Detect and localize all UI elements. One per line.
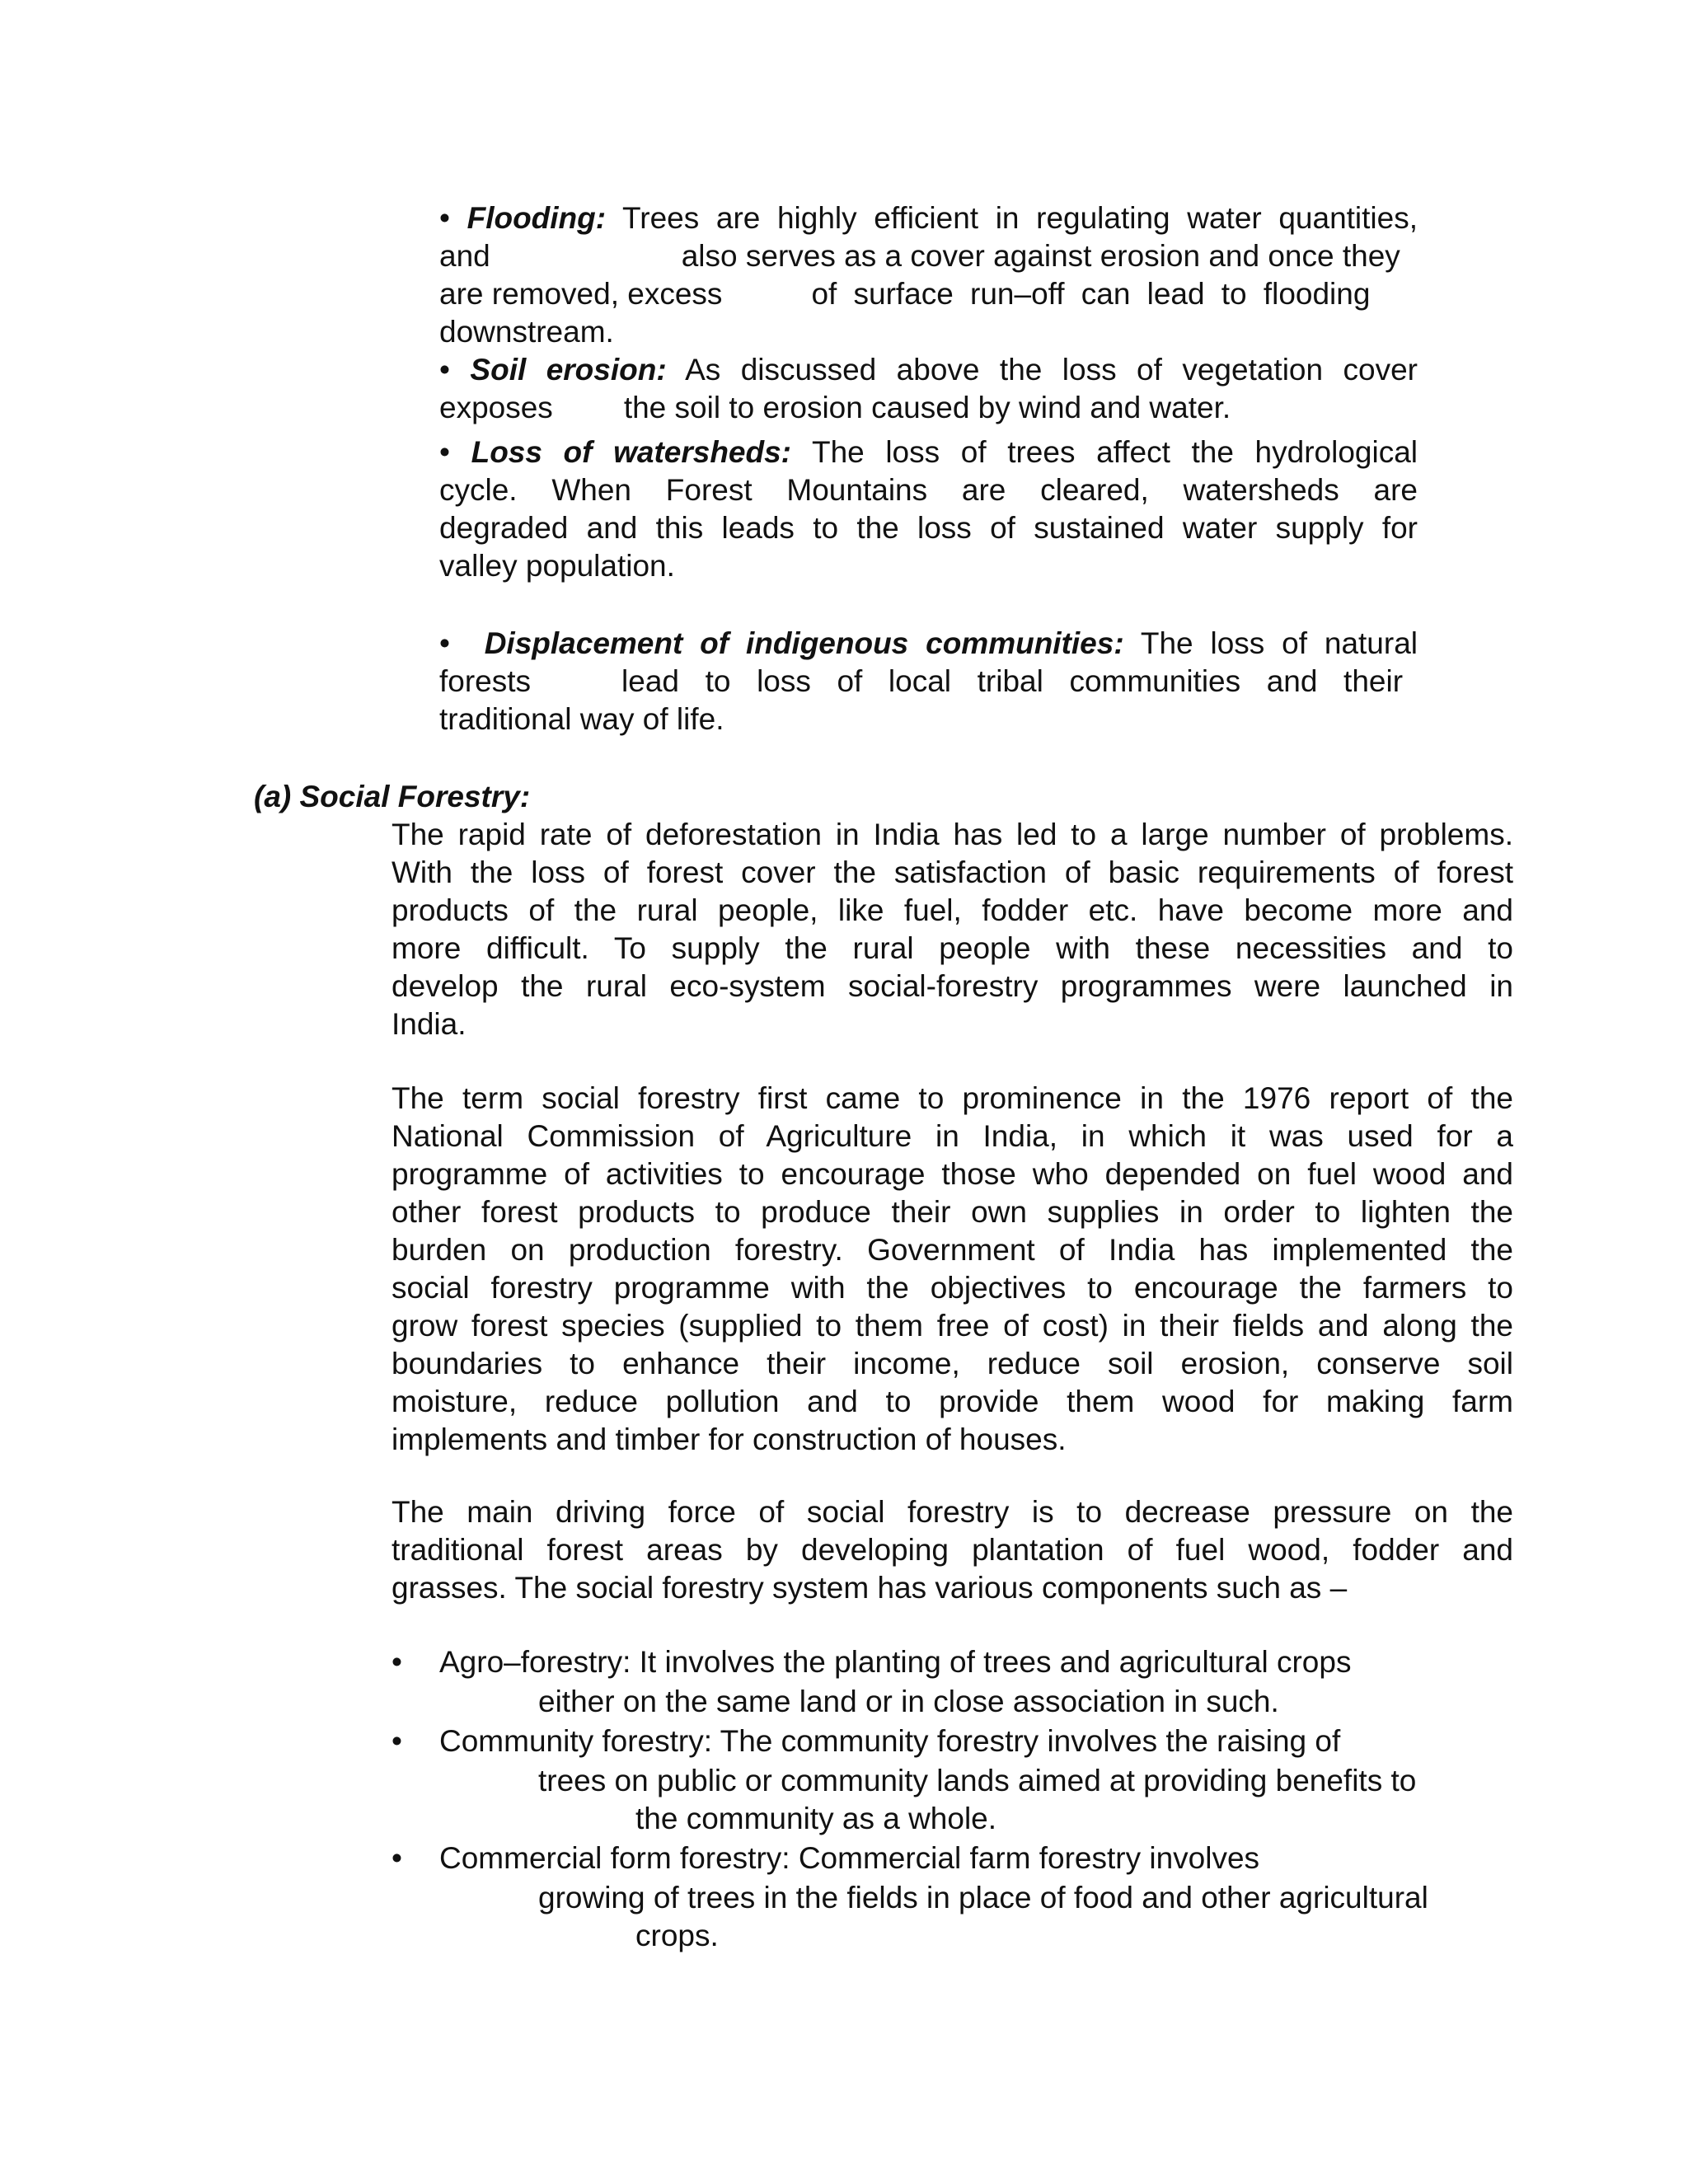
- paragraph-2: The term social forestry first came to prominence in the 1976 report of the National Commission of Agriculture in India, in which it was used for a programme of activities to encourage those who depended on fuel wood and other forest products to produce their own supplies in order to lighten the burden on production forestry. Government of India has implemented the social forestry programme with the objectives to encourage the farmers to grow forest species (supplied to them free of cost) in their fields and along the boundaries to enhance their income, reduce soil erosion, conserve soil moisture, reduce pollution and to provide them wood for making farm implements and timber for construction of houses.: [392, 1081, 1513, 1456]
- impact-term: Loss of watersheds:: [471, 435, 792, 469]
- impact-item-displacement: • Displacement of indigenous communities: The loss of natural forests lead to loss of local tribal communities and their traditional way of life.: [439, 626, 1418, 736]
- bullet-icon: •: [439, 626, 450, 660]
- impact-term: Displacement of indigenous communities:: [484, 626, 1124, 660]
- bullet-icon: •: [439, 353, 450, 387]
- bullet-icon: •: [392, 1724, 402, 1758]
- bullet-icon: •: [439, 201, 450, 235]
- impact-term: Flooding:: [467, 201, 607, 235]
- impact-item-loss-of-watersheds: • Loss of watersheds: The loss of trees affect the hydrological cycle. When Forest Mountains are cleared, watersheds are degraded and this leads to the loss of sustained water supply for valley population.: [439, 435, 1418, 583]
- document-page: • Flooding: Trees are highly efficient in regulating water quantities, and also serves as a cover against erosion and once they are removed, excess of surface run–off can lead to flooding downstream. • Soil erosion: As discussed above the loss of vegetation cover exposes the soil to erosion caused by wind and water. • Loss of watersheds: The loss of trees affect the hydrological cycle. When Forest Mountains are cleared, watersheds are degraded and this leads to the loss of sustained water supply for valley population. • Displacement of indigenous communities: The loss of natural forests lead to loss of local tribal communities and their traditional way of life. (a) Social Forestry: The rapid rate of deforestation in India has led to a large number of problems. With the loss of forest cover the satisfaction of basic requirements of forest products of the rural people, like fuel, fodder etc. have become more and more difficult. To supply the rural people with these necessities and to develop the rural eco-system social-forestry programmes were launched in India. The term social forestry first came to prominence in the 1976 report of the National Commission of Agriculture in India, in which it was used for a programme of activities to encourage those who depended on fuel wood and other forest products to produce their own supplies in order to lighten the burden on production forestry. Government of India has implemented the social forestry programme with the objectives to encourage the farmers to grow forest species (supplied to them free of cost) in their fields and along the boundaries to enhance their income, reduce soil erosion, conserve soil moisture, reduce pollution and to provide them wood for making farm implements and timber for construction of houses. The main driving force of social forestry is to decrease pressure on the traditional forest areas by developing plantation of fuel wood, fodder and grasses. The social forestry system has various components such as – • Agro–forestry: It involves the planting of trees and agricultural crops either on the same land or in close association in such. • Community forestry: The community forestry involves the raising of trees on public or community lands aimed at providing benefits to the community as a whole. • Commercial form forestry: Commercial farm forestry involves growing of trees in the fields in place of food and other agricultural crops.: [254, 201, 1513, 1952]
- bullet-icon: •: [392, 1645, 402, 1679]
- impact-item-flooding: • Flooding: Trees are highly efficient in regulating water quantities, and also serves as a cover against erosion and once they are removed, excess of surface run–off can lead to flooding downstream.: [439, 201, 1418, 349]
- impact-term: Soil erosion:: [470, 353, 667, 387]
- impact-item-soil-erosion: • Soil erosion: As discussed above the loss of vegetation cover exposes the soil to erosion caused by wind and water.: [439, 353, 1418, 424]
- paragraph-3: The main driving force of social forestry is to decrease pressure on the traditional forest areas by developing plantation of fuel wood, fodder and grasses. The social forestry system has various components such as –: [392, 1495, 1513, 1605]
- bullet-icon: •: [439, 435, 450, 469]
- paragraph-1: The rapid rate of deforestation in India has led to a large number of problems. With the loss of forest cover the satisfaction of basic requirements of forest products of the rural people, like fuel, fodder etc. have become more and more difficult. To supply the rural people with these necessities and to develop the rural eco-system social-forestry programmes were launched in India.: [392, 818, 1513, 1041]
- section-heading: (a) Social Forestry:: [254, 780, 531, 813]
- bullet-icon: •: [392, 1841, 402, 1875]
